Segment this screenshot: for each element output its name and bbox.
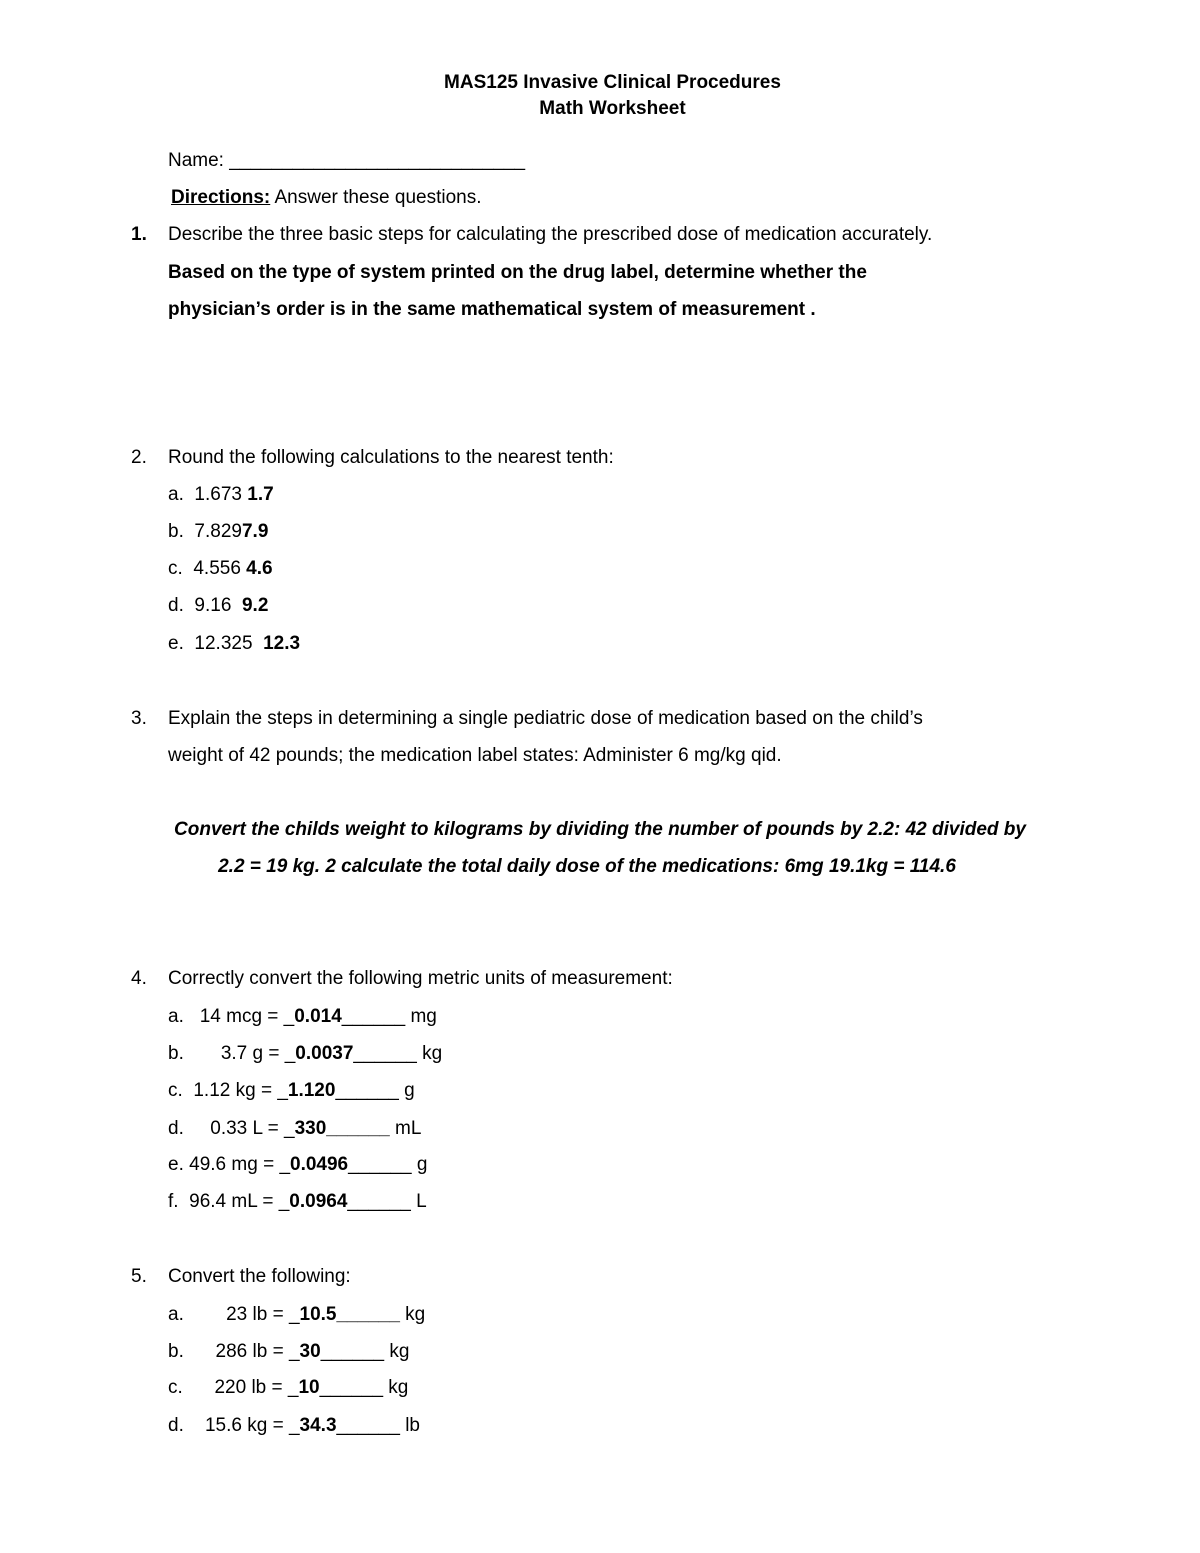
item-prefix: 0.33 L = _ bbox=[210, 1118, 295, 1139]
item-unit: kg bbox=[416, 1043, 443, 1064]
item-unit: L bbox=[410, 1191, 427, 1212]
document-title: MAS125 Invasive Clinical Procedures bbox=[444, 72, 781, 93]
item-unit: kg bbox=[384, 1341, 410, 1362]
item-prefix: 3.7 g = _ bbox=[220, 1043, 296, 1064]
item-letter: f. bbox=[168, 1191, 179, 1212]
item-letter: e. bbox=[168, 1154, 184, 1175]
item-answer: 12.3 bbox=[263, 633, 301, 654]
question-2-text: Round the following calculations to the nearest tenth: bbox=[168, 447, 614, 468]
question-4-number: 4. bbox=[131, 968, 147, 989]
question-2-item bbox=[168, 520, 268, 544]
item-prefix: 23 lb = _ bbox=[226, 1304, 300, 1325]
item-unit: kg bbox=[383, 1377, 409, 1398]
name-field-line: Name: ____________________________ bbox=[168, 150, 526, 171]
question-4-item bbox=[168, 1005, 437, 1029]
item-unit: lb bbox=[399, 1415, 420, 1436]
item-blank: ______ bbox=[335, 1080, 399, 1101]
item-letter: b. bbox=[168, 1043, 184, 1064]
item-letter: b. bbox=[168, 521, 184, 542]
item-letter: a. bbox=[168, 484, 184, 505]
question-2-item bbox=[168, 557, 273, 581]
item-letter: a. bbox=[168, 1006, 184, 1027]
item-letter: c. bbox=[168, 1377, 183, 1398]
question-3-answer-line-2: 2.2 = 19 kg. 2 calculate the total daily dose of the medications: 6mg 19.1kg = 114.6 bbox=[218, 856, 956, 877]
item-letter: a. bbox=[168, 1304, 184, 1325]
item-unit: g bbox=[411, 1154, 428, 1175]
item-prefix: 220 lb = _ bbox=[214, 1377, 299, 1398]
item-answer: 10.5______ bbox=[299, 1304, 400, 1325]
item-answer: 330______ bbox=[294, 1118, 390, 1139]
item-answer: 1.120 bbox=[287, 1080, 336, 1101]
question-4-item bbox=[168, 1079, 415, 1103]
item-prefix: 14 mcg = _ bbox=[199, 1006, 295, 1027]
question-5-text: Convert the following: bbox=[168, 1266, 351, 1287]
question-2-item bbox=[168, 483, 274, 507]
question-3-text-line-2: weight of 42 pounds; the medication label states: Administer 6 mg/kg qid. bbox=[168, 745, 782, 766]
question-2-item bbox=[168, 594, 268, 618]
item-letter: d. bbox=[168, 595, 184, 616]
item-blank: ______ bbox=[320, 1341, 385, 1362]
item-value: 9.16 bbox=[194, 595, 237, 616]
question-1-answer-line-1: Based on the type of system printed on the drug label, determine whether the bbox=[168, 262, 867, 283]
item-letter: c. bbox=[168, 1080, 183, 1101]
item-answer: 10 bbox=[298, 1377, 320, 1398]
question-3-number: 3. bbox=[131, 708, 147, 729]
question-2-number: 2. bbox=[131, 447, 147, 468]
item-letter: d. bbox=[168, 1415, 184, 1436]
item-answer: 4.6 bbox=[246, 558, 273, 579]
question-1-number: 1. bbox=[131, 224, 147, 245]
item-value: 4.556 bbox=[193, 558, 241, 579]
item-letter: d. bbox=[168, 1118, 184, 1139]
question-4-item bbox=[168, 1117, 421, 1141]
item-prefix: 15.6 kg = _ bbox=[204, 1415, 300, 1436]
item-answer: 0.0496 bbox=[290, 1154, 349, 1175]
item-answer: 0.0037 bbox=[295, 1043, 354, 1064]
question-1-answer-line-2: physician’s order is in the same mathematical system of measurement . bbox=[168, 299, 816, 320]
question-5-item bbox=[168, 1414, 420, 1438]
item-prefix: 286 lb = _ bbox=[215, 1341, 300, 1362]
item-unit: kg bbox=[399, 1304, 426, 1325]
item-value: 12.325 bbox=[194, 633, 258, 654]
document-subtitle: Math Worksheet bbox=[539, 98, 686, 119]
item-answer: 7.9 bbox=[241, 521, 269, 542]
item-answer: 34.3 bbox=[299, 1415, 337, 1436]
question-3-answer-line-1: Convert the childs weight to kilograms by dividing the number of pounds by 2.2: 42 divided by bbox=[174, 819, 1026, 840]
directions-label: Directions: bbox=[171, 187, 271, 208]
item-blank: ______ bbox=[336, 1415, 400, 1436]
item-blank: ______ bbox=[341, 1006, 406, 1027]
item-unit: g bbox=[398, 1080, 415, 1101]
question-4-text: Correctly convert the following metric units of measurement: bbox=[168, 968, 673, 989]
question-5-item bbox=[168, 1376, 408, 1400]
item-prefix: 1.12 kg = _ bbox=[193, 1080, 288, 1101]
question-1-text: Describe the three basic steps for calculating the prescribed dose of medication accurately. bbox=[168, 224, 933, 245]
item-answer: 0.0964 bbox=[289, 1191, 348, 1212]
directions bbox=[171, 186, 482, 210]
item-answer: 1.7 bbox=[247, 484, 274, 505]
item-value: 7.829 bbox=[194, 521, 242, 542]
item-blank: ______ bbox=[348, 1154, 412, 1175]
question-4-item bbox=[168, 1042, 442, 1066]
item-value: 1.673 bbox=[194, 484, 242, 505]
question-4-item bbox=[168, 1153, 427, 1177]
item-blank: ______ bbox=[319, 1377, 384, 1398]
item-unit: mL bbox=[389, 1118, 422, 1139]
question-4-item bbox=[168, 1190, 427, 1214]
item-letter: c. bbox=[168, 558, 183, 579]
item-letter: e. bbox=[168, 633, 184, 654]
item-letter: b. bbox=[168, 1341, 184, 1362]
item-unit: mg bbox=[405, 1006, 437, 1027]
item-answer: 9.2 bbox=[241, 595, 269, 616]
directions-text: Answer these questions. bbox=[270, 187, 482, 208]
item-blank: ______ bbox=[353, 1043, 417, 1064]
item-answer: 30 bbox=[299, 1341, 321, 1362]
item-blank: ______ bbox=[347, 1191, 411, 1212]
question-2-item bbox=[168, 632, 300, 656]
item-prefix: 96.4 mL = _ bbox=[189, 1191, 290, 1212]
item-answer: 0.014 bbox=[294, 1006, 342, 1027]
question-3-text-line-1: Explain the steps in determining a single pediatric dose of medication based on the child’s bbox=[168, 708, 923, 729]
question-5-number: 5. bbox=[131, 1266, 147, 1287]
item-prefix: 49.6 mg = _ bbox=[189, 1154, 291, 1175]
question-5-item bbox=[168, 1340, 409, 1364]
question-5-item bbox=[168, 1303, 425, 1327]
